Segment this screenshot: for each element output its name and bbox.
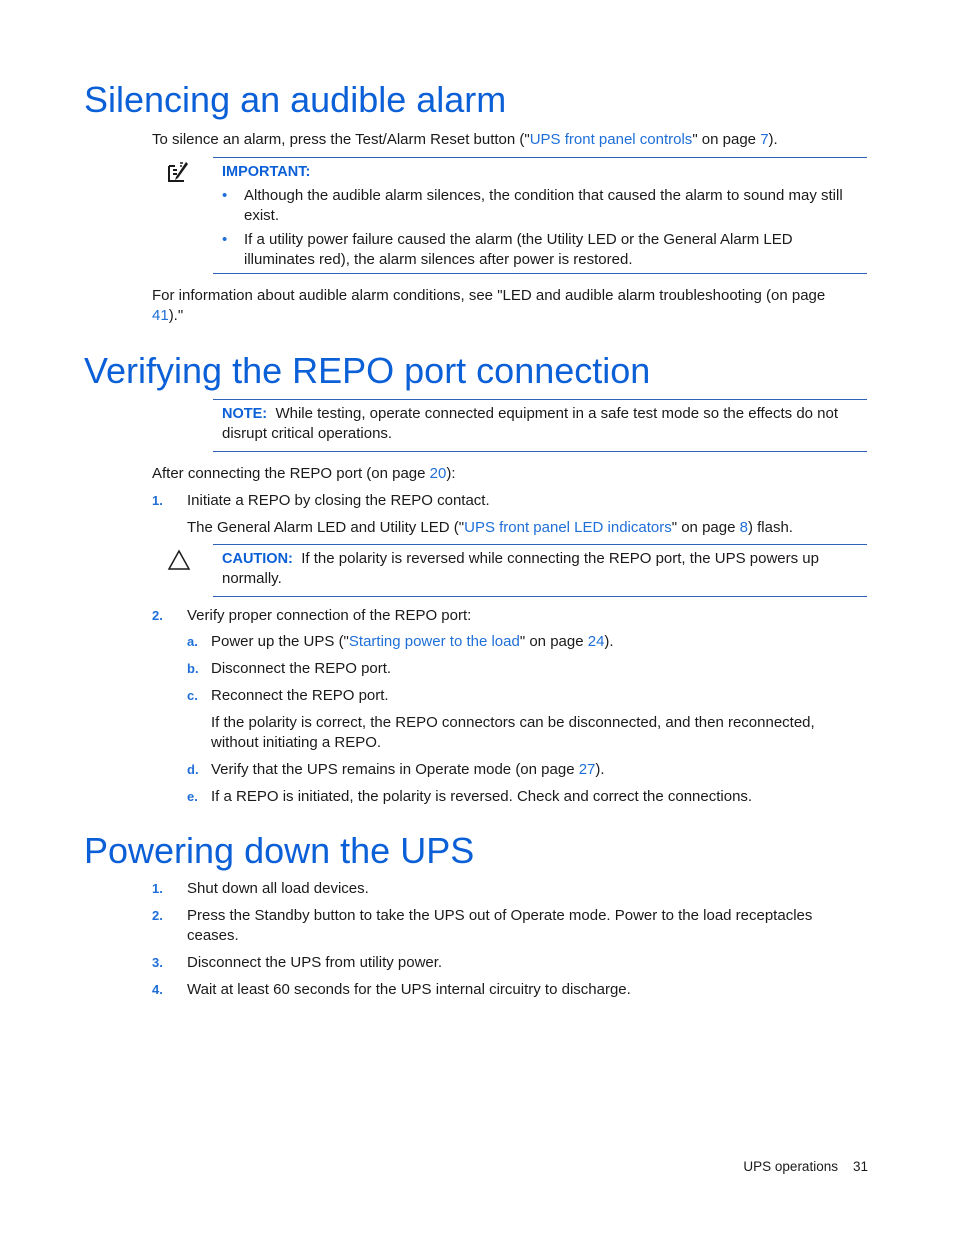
substep-a-mid: " on page bbox=[519, 633, 588, 650]
power-step-3-text: Disconnect the UPS from utility power. bbox=[187, 954, 443, 971]
substep-d-pre: Verify that the UPS remains in Operate mode (on page bbox=[211, 761, 579, 778]
substep-c-note bbox=[211, 713, 815, 753]
info-paragraph bbox=[152, 286, 825, 326]
substep-a-post: ). bbox=[604, 633, 614, 650]
link-ups-front-panel-controls[interactable]: UPS front panel controls bbox=[529, 131, 693, 148]
power-step-2-text bbox=[187, 906, 812, 946]
note-box bbox=[222, 404, 838, 444]
link-page-7[interactable]: 7 bbox=[760, 131, 769, 148]
step-number: 1. bbox=[152, 493, 163, 508]
important-bullet-2-line2: illuminates red), the alarm silences after power is restored. bbox=[244, 251, 633, 268]
intro-text-post: ). bbox=[768, 131, 778, 148]
note-bottom-rule bbox=[213, 451, 867, 452]
bullet-dot: • bbox=[222, 187, 228, 204]
info-line1: For information about audible alarm conditions, see "LED and audible alarm troubleshooting (on page bbox=[152, 287, 826, 304]
substep-letter: e. bbox=[187, 789, 198, 804]
important-bullet-2-line1: If a utility power failure caused the alarm (the Utility LED or the General Alarm LED bbox=[244, 231, 793, 248]
important-bottom-rule bbox=[213, 273, 867, 274]
substep-c-text: Reconnect the REPO port. bbox=[211, 687, 389, 704]
substep-a-pre: Power up the UPS (" bbox=[211, 633, 349, 650]
link-page-24[interactable]: 24 bbox=[587, 633, 605, 650]
intro-text-pre: To silence an alarm, press the Test/Alarm Reset button (" bbox=[152, 131, 530, 148]
after-text-pre: After connecting the REPO port (on page bbox=[152, 465, 430, 482]
link-starting-power-to-the-load[interactable]: Starting power to the load bbox=[348, 633, 520, 650]
caution-label: CAUTION: bbox=[222, 551, 293, 567]
caution-line2: normally. bbox=[222, 570, 282, 587]
important-note-icon bbox=[166, 160, 192, 189]
important-label: IMPORTANT: bbox=[222, 164, 311, 180]
step-1-result-pre: The General Alarm LED and Utility LED (" bbox=[187, 519, 465, 536]
note-top-rule bbox=[213, 399, 867, 400]
substep-b-text: Disconnect the REPO port. bbox=[211, 660, 392, 677]
note-line1: While testing, operate connected equipment in a safe test mode so the effects do not bbox=[275, 405, 839, 422]
after-connecting-paragraph bbox=[152, 464, 456, 484]
substep-d-text bbox=[211, 760, 605, 780]
step-2-text: Verify proper connection of the REPO port: bbox=[187, 607, 472, 624]
link-page-27[interactable]: 27 bbox=[578, 761, 596, 778]
step-number: 1. bbox=[152, 881, 163, 896]
step-1-result-post: ) flash. bbox=[747, 519, 793, 536]
substep-letter: c. bbox=[187, 688, 198, 703]
substep-d-post: ). bbox=[595, 761, 605, 778]
substep-letter: d. bbox=[187, 762, 199, 777]
power-step-2-line1: Press the Standby button to take the UPS out of Operate mode. Power to the load receptacles bbox=[187, 907, 813, 924]
step-1-text: Initiate a REPO by closing the REPO contact. bbox=[187, 492, 490, 509]
power-step-2-line2: ceases. bbox=[187, 927, 239, 944]
step-number: 3. bbox=[152, 955, 163, 970]
caution-box bbox=[222, 549, 819, 589]
section-title-powering-down: Powering down the UPS bbox=[84, 830, 475, 871]
intro-paragraph bbox=[152, 130, 778, 150]
substep-c-note-line1: If the polarity is correct, the REPO connectors can be disconnected, and then reconnected, bbox=[211, 714, 815, 731]
substep-c-note-line2: without initiating a REPO. bbox=[211, 734, 382, 751]
important-bullet-2 bbox=[244, 230, 793, 270]
caution-bottom-rule bbox=[213, 596, 867, 597]
caution-top-rule bbox=[213, 544, 867, 545]
caution-line1: If the polarity is reversed while connecting the REPO port, the UPS powers up bbox=[301, 550, 819, 567]
step-number: 2. bbox=[152, 608, 163, 623]
footer-section-name: UPS operations bbox=[743, 1159, 838, 1174]
important-bullet-1-line1: Although the audible alarm silences, the condition that caused the alarm to sound may still bbox=[244, 187, 843, 204]
note-line2: disrupt critical operations. bbox=[222, 425, 393, 442]
link-ups-front-panel-led-indicators[interactable]: UPS front panel LED indicators bbox=[464, 519, 672, 536]
info-line2-post: )." bbox=[168, 307, 184, 324]
power-step-1-text: Shut down all load devices. bbox=[187, 880, 369, 897]
caution-triangle-icon bbox=[167, 549, 191, 576]
section-title-silencing: Silencing an audible alarm bbox=[84, 79, 507, 120]
link-page-20[interactable]: 20 bbox=[429, 465, 447, 482]
link-page-8[interactable]: 8 bbox=[739, 519, 748, 536]
substep-letter: b. bbox=[187, 661, 199, 676]
footer-page-number: 31 bbox=[852, 1159, 868, 1174]
step-number: 4. bbox=[152, 982, 163, 997]
important-bullet-1 bbox=[244, 186, 843, 226]
after-text-post: ): bbox=[446, 465, 456, 482]
important-top-rule bbox=[213, 157, 867, 158]
note-label: NOTE: bbox=[222, 406, 268, 422]
power-step-4-text: Wait at least 60 seconds for the UPS internal circuitry to discharge. bbox=[187, 981, 631, 998]
substep-a-text bbox=[211, 632, 614, 652]
section-title-verifying-repo: Verifying the REPO port connection bbox=[84, 350, 651, 391]
step-number: 2. bbox=[152, 908, 163, 923]
bullet-dot: • bbox=[222, 231, 228, 248]
substep-e-text: If a REPO is initiated, the polarity is reversed. Check and correct the connections. bbox=[211, 788, 753, 805]
step-1-result bbox=[187, 518, 793, 538]
substep-letter: a. bbox=[187, 634, 198, 649]
step-1-result-mid: " on page bbox=[671, 519, 740, 536]
page-footer bbox=[743, 1159, 868, 1174]
link-page-41[interactable]: 41 bbox=[152, 307, 169, 324]
intro-text-mid: " on page bbox=[692, 131, 761, 148]
important-bullet-1-line2: exist. bbox=[244, 207, 280, 224]
